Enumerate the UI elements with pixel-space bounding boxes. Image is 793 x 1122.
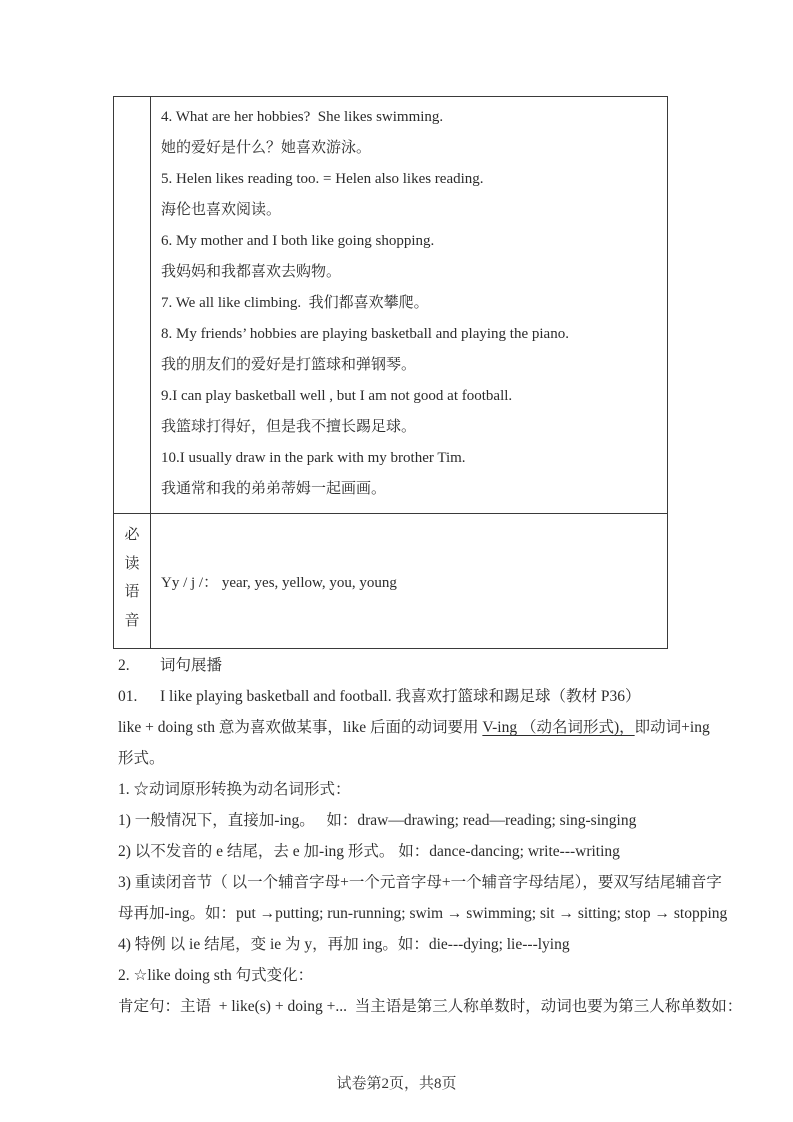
translation-line: 她的爱好是什么？她喜欢游泳。 <box>161 140 372 156</box>
rule1-item-3-line2: 母再加-ing。如：put →putting; run-running; swim → swimming; sit → sitting; stop → stopping <box>118 905 728 922</box>
section-heading <box>118 650 758 681</box>
translation-line: 我妈妈和我都喜欢去购物。 <box>161 264 342 280</box>
rule1-heading: 1. ☆动词原形转换为动名词形式： <box>118 781 351 798</box>
sentence-line: 10.I usually draw in the park with my brother Tim. <box>161 450 466 466</box>
section-title: 词句展播 <box>160 657 223 674</box>
notes-section <box>118 650 758 1022</box>
phonics-header-char: 音 <box>124 612 140 629</box>
like-rule-before: like + doing sth 意为喜欢做某事，like 后面的动词要用 <box>118 719 483 736</box>
translation-line: 我篮球打得好，但是我不擅长踢足球。 <box>161 419 417 435</box>
phonics-header-cell <box>114 514 151 648</box>
section-number: 2. <box>118 657 130 674</box>
phonics-cell <box>151 514 667 648</box>
phonics-header-char: 语 <box>124 584 140 600</box>
phonics-header-char: 读 <box>124 555 140 572</box>
rule2-heading: 2. ☆like doing sth 句式变化： <box>118 967 314 984</box>
sentence-line: 7. We all like climbing. 我们都喜欢攀爬。 <box>161 295 429 311</box>
sentence-line: 6. My mother and I both like going shopping. <box>161 233 435 249</box>
rule1-item-3-line1: 3) 重读闭音节（ 以一个辅音字母+一个元音字母+一个辅音字母结尾），要双写结尾辅音字 <box>118 874 722 891</box>
phonics-words-line: Yy / j /： year, yes, yellow, you, young <box>161 574 397 591</box>
translation-line: 我的朋友们的爱好是打篮球和弹钢琴。 <box>161 357 417 373</box>
translation-line: 我通常和我的弟弟蒂姆一起画画。 <box>161 481 387 497</box>
sentences-header-cell-empty <box>114 97 151 513</box>
table-row-sentences <box>114 97 667 513</box>
sentence-line: 9.I can play basketball well , but I am not good at football. <box>161 388 513 404</box>
item-01-line <box>118 681 758 712</box>
phonics-header-char: 必 <box>124 527 140 543</box>
item-01-number: 01. <box>118 688 138 705</box>
table-row-phonics <box>114 513 667 648</box>
affirmative-sentence-line: 肯定句：主语 + like(s) + doing +... 当主语是第三人称单数时，动词也要为第三人称单数如： <box>118 998 743 1015</box>
translation-line: 海伦也喜欢阅读。 <box>161 202 282 218</box>
sentence-line: 5. Helen likes reading too. = Helen also likes reading. <box>161 171 484 187</box>
item-01-text: I like playing basketball and football. 我喜欢打篮球和踢足球（教材 P36） <box>160 688 641 705</box>
page-footer: 试卷第2页，共8页 <box>336 1076 457 1092</box>
sentences-cell <box>151 97 667 513</box>
rule1-item-2: 2) 以不发音的 e 结尾，去 e 加-ing 形式。 如：dance-dancing; write---writing <box>118 843 620 860</box>
like-rule-line <box>118 712 758 743</box>
rule1-item-4: 4) 特例 以 ie 结尾，变 ie 为 y，再加 ing。如：die---dying; lie---lying <box>118 936 570 953</box>
like-rule-after: 即动词+ing <box>634 719 710 736</box>
like-rule-underlined: V-ing （动名词形式)， <box>482 719 635 736</box>
grammar-sentences-table <box>113 96 668 649</box>
sentence-line: 4. What are her hobbies? She likes swimming. <box>161 109 444 125</box>
sentence-line: 8. My friends’ hobbies are playing basketball and playing the piano. <box>161 326 569 342</box>
like-rule-wrap-line: 形式。 <box>118 750 165 767</box>
rule1-item-1: 1) 一般情况下，直接加-ing。 如：draw—drawing; read—reading; sing-singing <box>118 812 637 829</box>
